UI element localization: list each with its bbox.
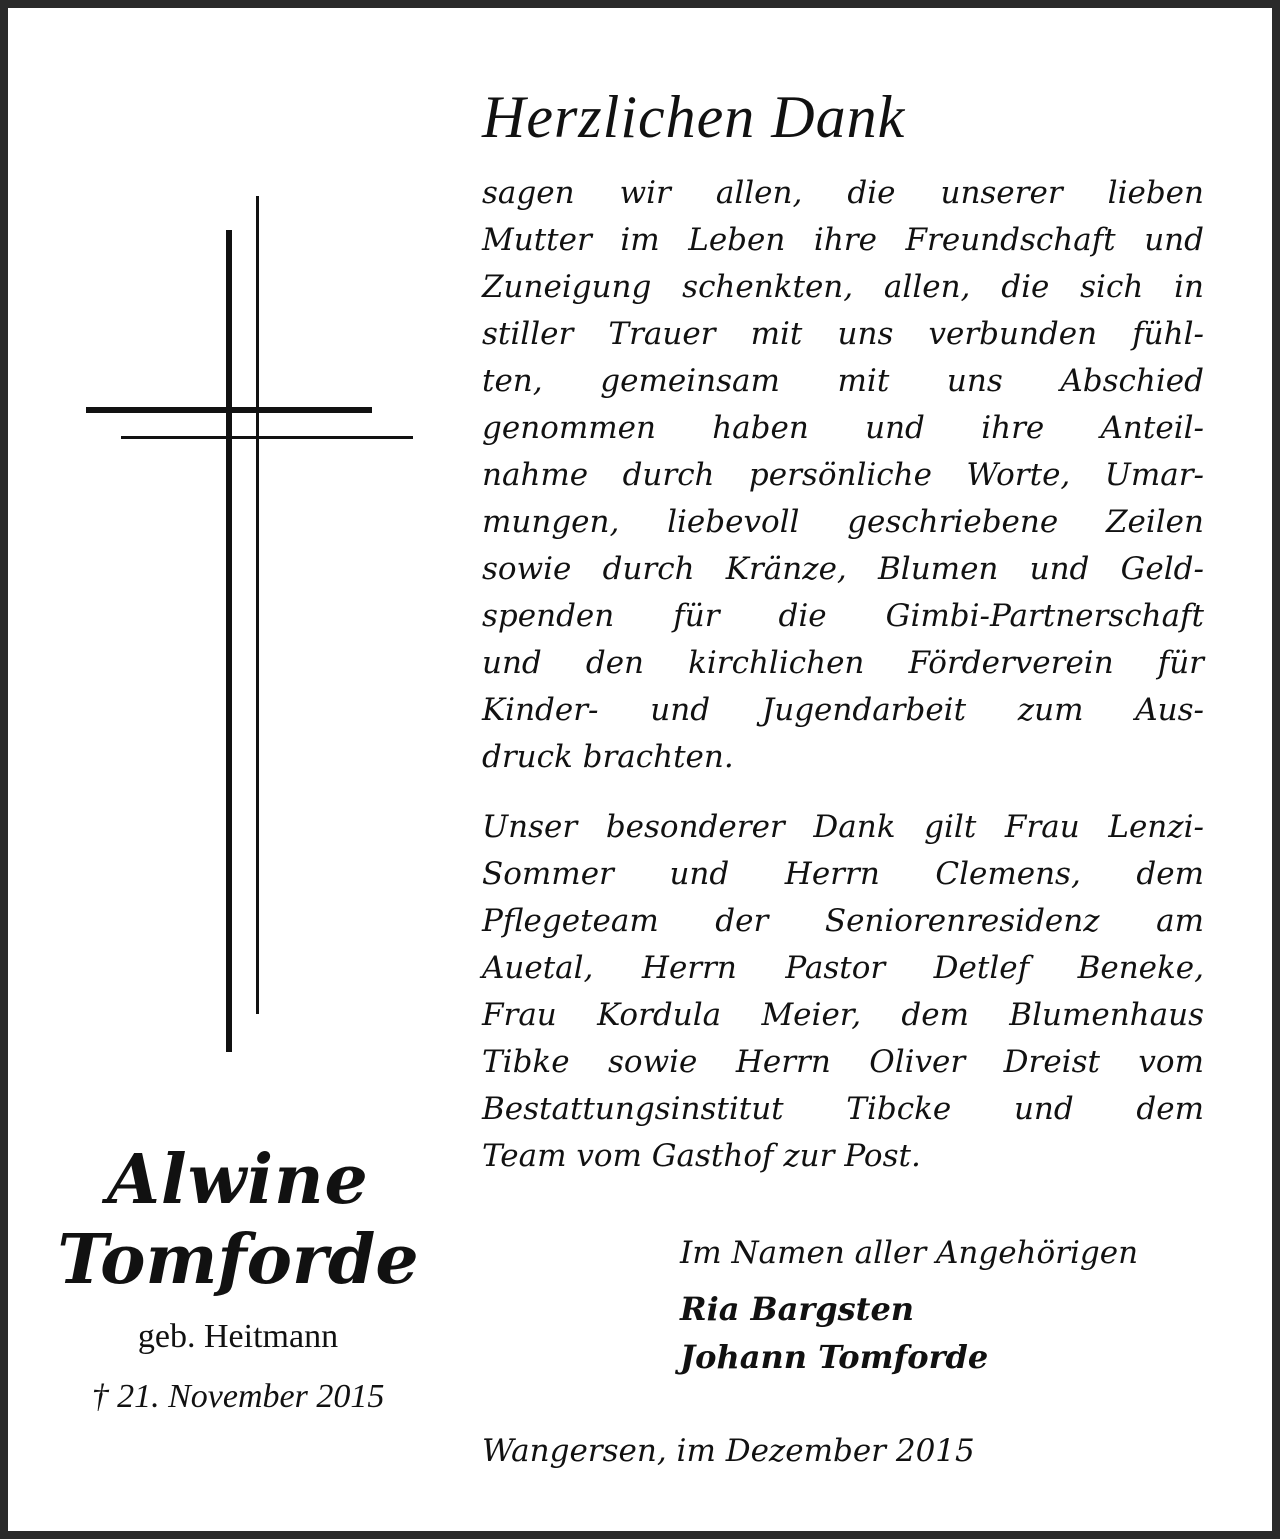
text-line: Team vom Gasthof zur Post. <box>482 1138 921 1174</box>
text-line: druck brachten. <box>482 739 734 775</box>
cross-vertical-thin-bar <box>256 196 259 1014</box>
text-line: und den kirchlichen Förderverein für <box>482 645 1204 681</box>
signer-name: Ria Bargsten <box>680 1290 915 1328</box>
text-line: Sommer und Herrn Clemens, dem <box>482 856 1204 892</box>
cross-horizontal-thin-bar <box>121 436 413 439</box>
text-line: sowie durch Kränze, Blumen und Geld- <box>482 551 1204 587</box>
text-line: mungen, liebevoll geschriebene Zeilen <box>482 504 1204 540</box>
text-line: Mutter im Leben ihre Freundschaft und <box>482 222 1204 258</box>
place-and-date: Wangersen, im Dezember 2015 <box>482 1433 975 1469</box>
text-line: Kinder- und Jugendarbeit zum Aus- <box>482 692 1204 728</box>
text-line: Bestattungsinstitut Tibcke und dem <box>482 1091 1204 1127</box>
text-line: genommen haben und ihre Anteil- <box>482 410 1204 446</box>
text-line: spenden für die Gimbi-Partnerschaft <box>482 598 1204 634</box>
cross-vertical-bar <box>226 230 232 1052</box>
deceased-last-name: Tomforde <box>57 1220 419 1300</box>
text-line: Unser besonderer Dank gilt Frau Lenzi- <box>482 809 1204 845</box>
text-line: Zuneigung schenkten, allen, die sich in <box>482 269 1204 305</box>
text-line: sagen wir allen, die unserer lieben <box>482 175 1204 211</box>
cross-horizontal-bar <box>86 407 372 413</box>
text-line: ten, gemeinsam mit uns Abschied <box>482 363 1204 399</box>
deceased-maiden-name: geb. Heitmann <box>137 1318 339 1355</box>
text-line: stiller Trauer mit uns verbunden fühl- <box>482 316 1204 352</box>
text-line: nahme durch persönliche Worte, Umar- <box>482 457 1204 493</box>
notice-heading: Herzlichen Dank <box>482 84 906 150</box>
thanks-paragraph <box>482 170 1204 781</box>
text-line: Frau Kordula Meier, dem Blumenhaus <box>482 997 1204 1033</box>
signer-name: Johann Tomforde <box>680 1338 989 1376</box>
deceased-first-name: Alwine <box>107 1140 369 1220</box>
special-thanks-paragraph <box>482 804 1204 1180</box>
text-line: Auetal, Herrn Pastor Detlef Beneke, <box>482 950 1204 986</box>
signoff-line: Im Namen aller Angehörigen <box>680 1235 1139 1271</box>
text-line: Pflegeteam der Seniorenresidenz am <box>482 903 1204 939</box>
deceased-death-date: † 21. November 2015 <box>91 1378 385 1415</box>
text-line: Tibke sowie Herrn Oliver Dreist vom <box>482 1044 1204 1080</box>
